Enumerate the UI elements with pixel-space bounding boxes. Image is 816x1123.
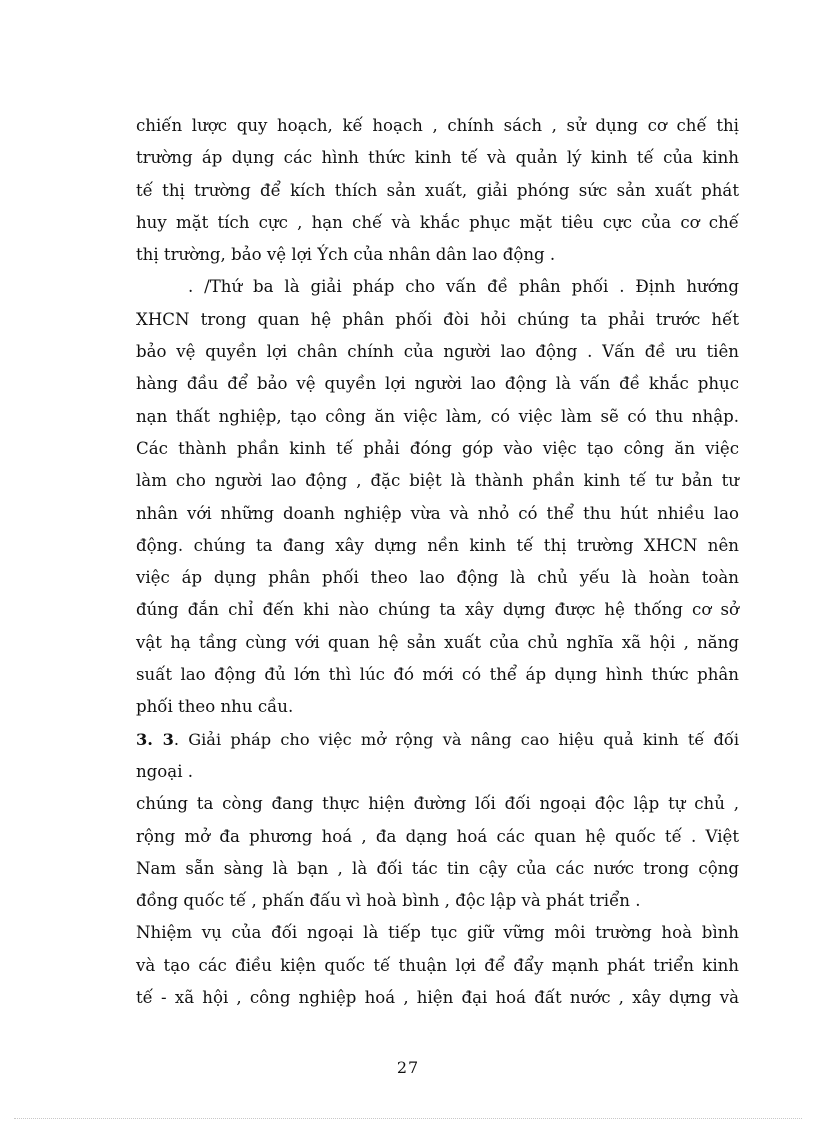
text-line: việc áp dụng phân phối theo lao động là chủ yếu là hoàn toàn [136,568,739,588]
text-line: hàng đầu để bảo vệ quyền lợi người lao động là vấn đề khắc phục [136,374,739,394]
text-line: . /Thứ ba là giải pháp cho vấn đề phân phối . Định hướng [188,277,739,297]
text-line: chúng ta còng đang thực hiện đường lối đối ngoại độc lập tự chủ , [136,794,739,814]
section-title: . Giải pháp cho việc mở rộng và nâng cao hiệu quả kinh tế đối [173,729,739,749]
paragraph-4 [136,917,739,1014]
text-line: vật hạ tầng cùng với quan hệ sản xuất của chủ nghĩa xã hội , năng [136,632,739,652]
text-line: tế thị trường để kích thích sản xuất, giải phóng sức sản xuất phát [136,180,739,200]
text-line: bảo vệ quyền lợi chân chính của người lao động . Vấn đề ưu tiên [136,342,739,362]
text-line: làm cho người lao động , đặc biệt là thành phần kinh tế tư bản tư [136,471,739,491]
text-line: huy mặt tích cực , hạn chế và khắc phục mặt tiêu cực của cơ chế [136,212,739,232]
body-text [136,110,739,1014]
section-heading [136,724,739,789]
text-line: động. chúng ta đang xây dựng nền kinh tế thị trường XHCN nên [136,535,739,555]
text-line: nhân với những doanh nghiệp vừa và nhỏ có thể thu hút nhiều lao [136,503,739,523]
text-line: đồng quốc tế , phấn đấu vì hoà bình , độc lập và phát triển . [136,891,641,911]
paragraph-3 [136,788,739,917]
text-line: đúng đắn chỉ đến khi nào chúng ta xây dựng được hệ thống cơ sở [136,600,739,620]
page-bottom-divider [14,1118,802,1119]
text-line: rộng mở đa phương hoá , đa dạng hoá các quan hệ quốc tế . Việt [136,826,739,846]
text-line: và tạo các điều kiện quốc tế thuận lợi để đẩy mạnh phát triển kinh [136,955,739,975]
text-line: tế - xã hội , công nghiệp hoá , hiện đại hoá đất nước , xây dựng và [136,988,739,1008]
text-line: nạn thất nghiệp, tạo công ăn việc làm, có việc làm sẽ có thu nhập. [136,406,739,426]
section-title-continued: ngoại . [136,761,194,781]
text-line: phối theo nhu cầu. [136,697,294,717]
text-line: Nam sẵn sàng là bạn , là đối tác tin cậy của các nước trong cộng [136,858,739,878]
text-line: chiến lược quy hoạch, kế hoạch , chính sách , sử dụng cơ chế thị [136,116,739,135]
paragraph-1 [136,110,739,271]
text-line: XHCN trong quan hệ phân phối đòi hỏi chúng ta phải trước hết [136,309,739,329]
text-line: suất lao động đủ lớn thì lúc đó mới có thể áp dụng hình thức phân [136,665,739,685]
text-line: trường áp dụng các hình thức kinh tế và quản lý kinh tế của kinh [136,148,739,168]
text-line: Nhiệm vụ của đối ngoại là tiếp tục giữ vững môi trường hoà bình [136,923,739,943]
text-line: Các thành phần kinh tế phải đóng góp vào việc tạo công ăn việc [136,438,739,458]
paragraph-2 [136,271,739,723]
text-line: thị trường, bảo vệ lợi Ých của nhân dân lao động . [136,245,556,265]
section-number: 3. 3 [136,729,174,749]
section-heading-line [136,724,739,756]
page-number: 27 [396,1058,420,1077]
